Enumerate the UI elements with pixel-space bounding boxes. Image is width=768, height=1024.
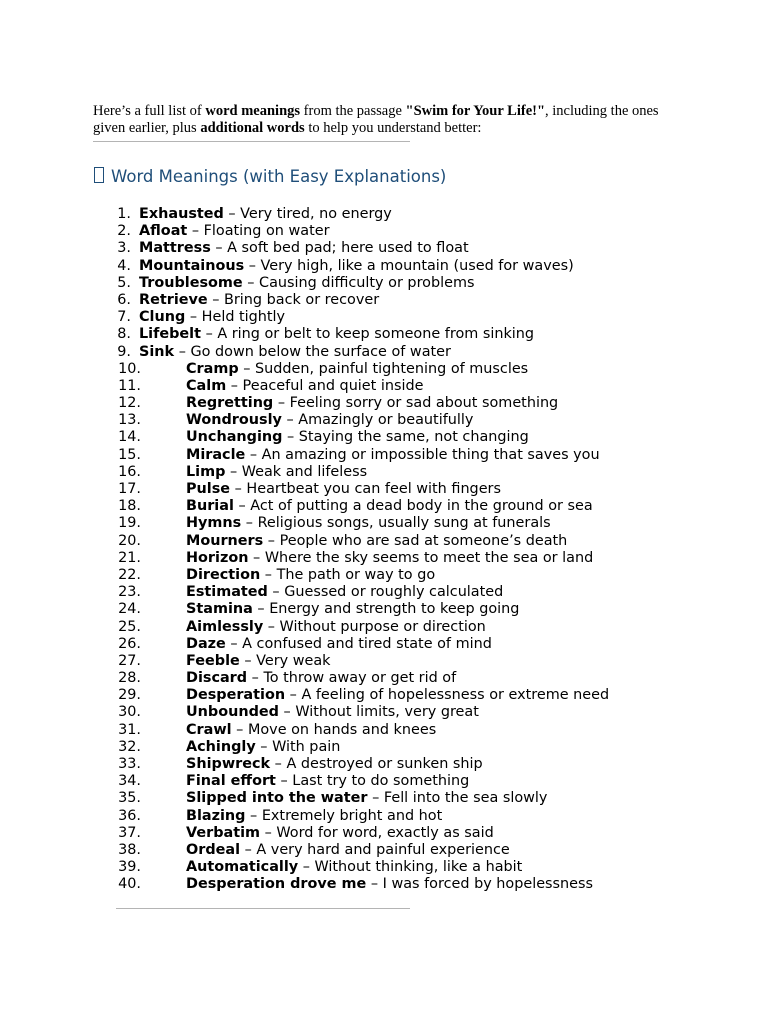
list-item-term: Miracle xyxy=(186,446,246,463)
list-item-number: 30. xyxy=(118,704,141,721)
list-item-term: Wondrously xyxy=(186,412,282,429)
list-item-definition: – Very high, like a mountain (used for waves) xyxy=(244,257,574,274)
list-item-definition: – Religious songs, usually sung at funerals xyxy=(241,515,551,532)
list-item-definition: – Feeling sorry or sad about something xyxy=(273,395,559,412)
list-item-content xyxy=(186,808,442,825)
list-item-definition: – Guessed or roughly calculated xyxy=(267,584,504,601)
list-item-content xyxy=(186,619,486,636)
list-item-definition: – Without thinking, like a habit xyxy=(298,859,523,876)
list-item-term: Slipped into the water xyxy=(186,790,368,807)
list-item-term: Feeble xyxy=(186,652,240,669)
intro-paragraph xyxy=(93,103,693,137)
list-item-definition: – A soft bed pad; here used to float xyxy=(210,240,469,257)
list-item-definition: – Without limits, very great xyxy=(278,704,479,721)
list-item-content xyxy=(186,790,547,807)
list-item-term: Direction xyxy=(186,566,261,583)
list-item-number: 35. xyxy=(118,790,141,807)
list-item-definition: – I was forced by hopelessness xyxy=(366,876,594,893)
list-item-term: Unchanging xyxy=(186,429,283,446)
list-item-number: 17. xyxy=(118,481,141,497)
list-item-number: 24. xyxy=(118,601,141,618)
list-item-term: Stamina xyxy=(186,601,253,618)
list-item-term: Verbatim xyxy=(186,824,261,841)
list-item-definition: – Peaceful and quiet inside xyxy=(226,377,424,394)
intro-text-3: , including the ones given earlier, plus xyxy=(93,102,659,136)
list-item-number: 8. xyxy=(117,326,131,343)
list-item-term: Achingly xyxy=(186,738,256,755)
list-item-term: Discard xyxy=(186,670,248,687)
list-item-definition: – A feeling of hopelessness or extreme need xyxy=(285,687,610,704)
list-item-content xyxy=(139,309,285,326)
list-item-content xyxy=(139,240,469,257)
list-item-content xyxy=(139,206,392,223)
list-item-number: 38. xyxy=(118,841,141,858)
list-item-number: 16. xyxy=(118,463,141,480)
list-item-term: Limp xyxy=(186,463,226,480)
list-item-term: Horizon xyxy=(186,549,249,566)
list-item-definition: – Amazingly or beautifully xyxy=(281,412,474,429)
list-item-number: 28. xyxy=(118,670,141,687)
list-item-definition: – People who are sad at someone’s death xyxy=(263,532,568,549)
list-item-definition: – Energy and strength to keep going xyxy=(252,601,520,618)
list-item-content xyxy=(186,515,551,532)
list-item-term: Pulse xyxy=(186,481,231,497)
intro-text-2: from the passage xyxy=(300,102,406,119)
list-item-definition: – Very weak xyxy=(239,652,331,669)
list-item-number: 39. xyxy=(118,859,141,876)
list-item-content xyxy=(186,739,340,756)
list-item-term: Retrieve xyxy=(139,291,208,308)
list-item-definition: – Where the sky seems to meet the sea or land xyxy=(248,549,594,566)
list-item-number: 19. xyxy=(118,515,141,532)
list-item-term: Mourners xyxy=(186,532,264,549)
list-item-term: Mountainous xyxy=(139,257,245,274)
list-item-term: Calm xyxy=(186,377,227,394)
list-item-number: 29. xyxy=(118,687,141,704)
list-item-number: 4. xyxy=(117,257,131,274)
list-item-number: 33. xyxy=(118,756,141,772)
list-item-content xyxy=(139,292,379,309)
list-item-term: Troublesome xyxy=(139,274,243,291)
horizontal-divider-bottom xyxy=(116,908,410,909)
list-item-term: Shipwreck xyxy=(186,756,271,772)
list-item-number: 20. xyxy=(118,532,141,549)
intro-text-1: Here’s a full list of xyxy=(93,102,206,119)
list-item-definition: – A very hard and painful experience xyxy=(240,841,510,858)
list-item-content xyxy=(186,533,567,550)
list-item-definition: – Floating on water xyxy=(187,223,330,240)
list-item-term: Aimlessly xyxy=(186,618,264,635)
list-item-number: 12. xyxy=(118,395,141,412)
list-item-content xyxy=(186,704,479,721)
list-item-content xyxy=(186,601,519,618)
list-item-number: 9. xyxy=(117,343,131,360)
list-item-content xyxy=(186,429,529,446)
list-item-number: 40. xyxy=(118,876,141,893)
list-item-definition: – Heartbeat you can feel with fingers xyxy=(230,481,501,497)
list-item-definition: – With pain xyxy=(255,738,341,755)
list-item-content xyxy=(186,447,600,464)
list-item-number: 18. xyxy=(118,498,141,515)
list-item-definition: – Held tightly xyxy=(185,309,286,326)
list-item-content xyxy=(139,275,474,292)
list-item-content xyxy=(186,378,423,395)
list-item-content xyxy=(186,670,456,687)
list-item-term: Desperation drove me xyxy=(186,876,367,893)
list-item-content xyxy=(186,825,494,842)
list-item-number: 34. xyxy=(118,773,141,790)
list-item-term: Desperation xyxy=(186,687,286,704)
list-item-content xyxy=(186,481,501,498)
list-item-number: 15. xyxy=(118,446,141,463)
section-heading-text: Word Meanings (with Easy Explanations) xyxy=(111,167,447,186)
list-item-number: 11. xyxy=(118,377,141,394)
list-item-number: 2. xyxy=(117,223,131,240)
horizontal-divider-top xyxy=(93,141,410,142)
list-item-content xyxy=(186,876,593,893)
list-item-definition: – Without purpose or direction xyxy=(263,618,486,635)
list-item-definition: – Causing difficulty or problems xyxy=(242,274,475,291)
list-item-term: Regretting xyxy=(186,395,274,412)
list-item-definition: – Last try to do something xyxy=(275,773,470,790)
list-item-term: Unbounded xyxy=(186,704,279,721)
list-item-definition: – Sudden, painful tightening of muscles xyxy=(238,360,529,377)
list-item-definition: – Bring back or recover xyxy=(207,291,380,308)
list-item-definition: – Staying the same, not changing xyxy=(282,429,529,446)
list-item-definition: – A destroyed or sunken ship xyxy=(270,756,483,772)
list-item-number: 5. xyxy=(117,274,131,291)
list-item-content xyxy=(186,464,367,481)
list-item-term: Burial xyxy=(186,498,234,515)
list-item-definition: – A confused and tired state of mind xyxy=(225,635,492,652)
list-item-number: 6. xyxy=(117,291,131,308)
list-item-term: Exhausted xyxy=(139,206,224,222)
list-item-term: Automatically xyxy=(186,859,299,876)
list-item-content xyxy=(186,567,435,584)
missing-glyph-icon xyxy=(94,167,104,183)
list-item-definition: – Very tired, no energy xyxy=(223,206,392,222)
list-item-definition: – Move on hands and knees xyxy=(231,721,437,738)
list-item-number: 37. xyxy=(118,824,141,841)
list-item-term: Sink xyxy=(139,343,175,360)
list-item-term: Afloat xyxy=(139,223,188,240)
list-item-content xyxy=(186,584,503,601)
list-item-term: Ordeal xyxy=(186,841,241,858)
list-item-number: 26. xyxy=(118,635,141,652)
list-item-content xyxy=(186,395,558,412)
section-heading xyxy=(93,166,446,188)
list-item-definition: – Weak and lifeless xyxy=(225,463,368,480)
list-item-term: Blazing xyxy=(186,807,246,824)
list-item-content xyxy=(186,412,473,429)
list-item-content xyxy=(139,326,534,343)
list-item-definition: – Word for word, exactly as said xyxy=(260,824,494,841)
list-item-content xyxy=(186,636,492,653)
list-item-number: 13. xyxy=(118,412,141,429)
list-item-content xyxy=(186,842,510,859)
list-item-number: 27. xyxy=(118,652,141,669)
list-item-number: 1. xyxy=(117,206,131,222)
list-item-term: Estimated xyxy=(186,584,268,601)
intro-bold-word-meanings: word meanings xyxy=(205,102,301,119)
intro-bold-additional-words: additional words xyxy=(200,119,305,136)
list-item-definition: – To throw away or get rid of xyxy=(247,670,457,687)
list-item-content xyxy=(186,687,609,704)
list-item-number: 3. xyxy=(117,240,131,257)
list-item-term: Daze xyxy=(186,635,226,652)
list-item-number: 14. xyxy=(118,429,141,446)
list-item-content xyxy=(186,859,522,876)
list-item-content xyxy=(139,258,574,275)
list-item-number: 7. xyxy=(117,309,131,326)
list-item-content xyxy=(186,756,483,773)
list-item-content xyxy=(186,722,436,739)
list-item-content xyxy=(139,223,330,240)
list-item-term: Lifebelt xyxy=(139,326,201,343)
list-item-content xyxy=(139,344,451,361)
list-item-term: Final effort xyxy=(186,773,276,790)
list-item-number: 22. xyxy=(118,566,141,583)
list-item-definition: – Extremely bright and hot xyxy=(245,807,443,824)
list-item-term: Mattress xyxy=(139,240,211,257)
list-item-number: 32. xyxy=(118,738,141,755)
list-item-definition: – Go down below the surface of water xyxy=(174,343,451,360)
list-item-term: Clung xyxy=(139,309,186,326)
list-item-number: 21. xyxy=(118,549,141,566)
list-item-content xyxy=(186,653,330,670)
list-item-term: Hymns xyxy=(186,515,242,532)
list-item-definition: – Act of putting a dead body in the ground or sea xyxy=(233,498,593,515)
list-item-term: Cramp xyxy=(186,360,239,377)
list-item-content xyxy=(186,773,469,790)
list-item-number: 23. xyxy=(118,584,141,601)
intro-text-4: to help you understand better: xyxy=(304,119,482,136)
list-item-number: 31. xyxy=(118,721,141,738)
list-item-content xyxy=(186,361,528,378)
list-item-content xyxy=(186,550,593,567)
list-item-term: Crawl xyxy=(186,721,232,738)
list-item-content xyxy=(186,498,593,515)
list-item-number: 36. xyxy=(118,807,141,824)
list-item-definition: – An amazing or impossible thing that saves you xyxy=(245,446,600,463)
list-item-definition: – Fell into the sea slowly xyxy=(367,790,548,807)
list-item-definition: – A ring or belt to keep someone from sinking xyxy=(201,326,535,343)
intro-bold-passage-title: "Swim for Your Life!" xyxy=(405,102,546,119)
list-item-number: 25. xyxy=(118,618,141,635)
list-item-definition: – The path or way to go xyxy=(260,566,436,583)
list-item-number: 10. xyxy=(118,360,141,377)
